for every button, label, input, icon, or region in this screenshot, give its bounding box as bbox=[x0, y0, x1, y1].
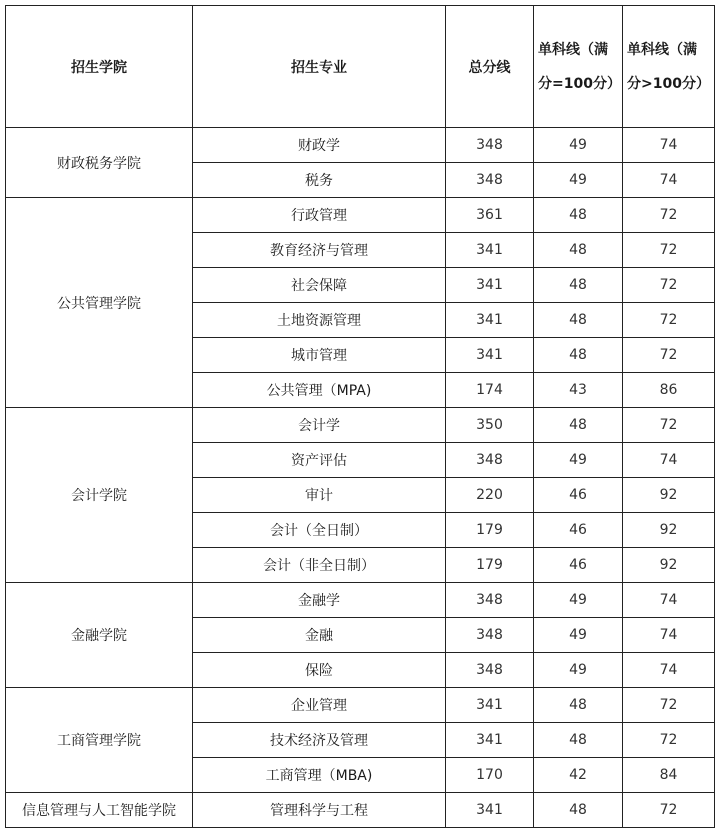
major-cell: 税务 bbox=[193, 163, 446, 198]
single-subject-100-cell: 43 bbox=[534, 373, 623, 408]
table-row bbox=[6, 688, 715, 723]
total-score-cell: 348 bbox=[446, 443, 534, 478]
single-subject-over-100-cell: 74 bbox=[623, 618, 715, 653]
total-score-cell: 350 bbox=[446, 408, 534, 443]
total-score-cell: 348 bbox=[446, 163, 534, 198]
header-total-score: 总分线 bbox=[446, 6, 534, 128]
major-cell: 教育经济与管理 bbox=[193, 233, 446, 268]
major-cell: 会计学 bbox=[193, 408, 446, 443]
major-cell: 资产评估 bbox=[193, 443, 446, 478]
total-score-cell: 341 bbox=[446, 723, 534, 758]
single-subject-100-cell: 48 bbox=[534, 338, 623, 373]
total-score-cell: 361 bbox=[446, 198, 534, 233]
header-college: 招生学院 bbox=[6, 6, 193, 128]
single-subject-over-100-cell: 86 bbox=[623, 373, 715, 408]
single-subject-100-cell: 48 bbox=[534, 408, 623, 443]
single-subject-over-100-cell: 72 bbox=[623, 303, 715, 338]
header-major: 招生专业 bbox=[193, 6, 446, 128]
major-cell: 金融 bbox=[193, 618, 446, 653]
single-subject-over-100-cell: 74 bbox=[623, 653, 715, 688]
single-subject-100-cell: 48 bbox=[534, 303, 623, 338]
major-cell: 管理科学与工程 bbox=[193, 793, 446, 828]
total-score-cell: 348 bbox=[446, 618, 534, 653]
single-subject-100-cell: 48 bbox=[534, 688, 623, 723]
major-cell: 会计（非全日制） bbox=[193, 548, 446, 583]
total-score-cell: 348 bbox=[446, 653, 534, 688]
single-subject-over-100-cell: 84 bbox=[623, 758, 715, 793]
total-score-cell: 341 bbox=[446, 793, 534, 828]
total-score-cell: 341 bbox=[446, 338, 534, 373]
major-cell: 土地资源管理 bbox=[193, 303, 446, 338]
college-cell: 会计学院 bbox=[6, 408, 193, 583]
table-row bbox=[6, 793, 715, 828]
total-score-cell: 341 bbox=[446, 268, 534, 303]
single-subject-over-100-cell: 72 bbox=[623, 338, 715, 373]
total-score-cell: 341 bbox=[446, 303, 534, 338]
single-subject-100-cell: 48 bbox=[534, 198, 623, 233]
college-cell: 金融学院 bbox=[6, 583, 193, 688]
single-subject-over-100-cell: 92 bbox=[623, 513, 715, 548]
major-cell: 社会保障 bbox=[193, 268, 446, 303]
single-subject-over-100-cell: 72 bbox=[623, 688, 715, 723]
single-subject-100-cell: 48 bbox=[534, 268, 623, 303]
total-score-cell: 179 bbox=[446, 548, 534, 583]
college-cell: 财政税务学院 bbox=[6, 128, 193, 198]
major-cell: 技术经济及管理 bbox=[193, 723, 446, 758]
table-row bbox=[6, 198, 715, 233]
single-subject-100-cell: 48 bbox=[534, 793, 623, 828]
major-cell: 公共管理（MPA) bbox=[193, 373, 446, 408]
single-subject-over-100-cell: 74 bbox=[623, 163, 715, 198]
college-cell: 公共管理学院 bbox=[6, 198, 193, 408]
college-cell: 信息管理与人工智能学院 bbox=[6, 793, 193, 828]
major-cell: 保险 bbox=[193, 653, 446, 688]
major-cell: 审计 bbox=[193, 478, 446, 513]
total-score-cell: 341 bbox=[446, 688, 534, 723]
total-score-cell: 348 bbox=[446, 128, 534, 163]
single-subject-over-100-cell: 72 bbox=[623, 408, 715, 443]
major-cell: 会计（全日制） bbox=[193, 513, 446, 548]
college-cell: 工商管理学院 bbox=[6, 688, 193, 793]
single-subject-over-100-cell: 72 bbox=[623, 233, 715, 268]
total-score-cell: 341 bbox=[446, 233, 534, 268]
header-single-subject-100: 单科线（满分=100分） bbox=[534, 6, 623, 128]
total-score-cell: 174 bbox=[446, 373, 534, 408]
single-subject-over-100-cell: 72 bbox=[623, 793, 715, 828]
major-cell: 企业管理 bbox=[193, 688, 446, 723]
single-subject-over-100-cell: 74 bbox=[623, 128, 715, 163]
single-subject-100-cell: 49 bbox=[534, 443, 623, 478]
single-subject-100-cell: 46 bbox=[534, 548, 623, 583]
header-row bbox=[6, 6, 715, 128]
table-row bbox=[6, 408, 715, 443]
major-cell: 财政学 bbox=[193, 128, 446, 163]
single-subject-100-cell: 46 bbox=[534, 513, 623, 548]
total-score-cell: 170 bbox=[446, 758, 534, 793]
major-cell: 金融学 bbox=[193, 583, 446, 618]
table-row bbox=[6, 128, 715, 163]
single-subject-over-100-cell: 74 bbox=[623, 583, 715, 618]
single-subject-over-100-cell: 74 bbox=[623, 443, 715, 478]
single-subject-100-cell: 49 bbox=[534, 618, 623, 653]
total-score-cell: 348 bbox=[446, 583, 534, 618]
single-subject-100-cell: 48 bbox=[534, 723, 623, 758]
major-cell: 行政管理 bbox=[193, 198, 446, 233]
single-subject-over-100-cell: 72 bbox=[623, 268, 715, 303]
single-subject-100-cell: 49 bbox=[534, 583, 623, 618]
single-subject-100-cell: 49 bbox=[534, 653, 623, 688]
single-subject-over-100-cell: 92 bbox=[623, 548, 715, 583]
single-subject-100-cell: 49 bbox=[534, 163, 623, 198]
single-subject-100-cell: 46 bbox=[534, 478, 623, 513]
table-row bbox=[6, 583, 715, 618]
table-body bbox=[6, 128, 715, 828]
major-cell: 工商管理（MBA) bbox=[193, 758, 446, 793]
score-table bbox=[5, 5, 715, 828]
single-subject-over-100-cell: 72 bbox=[623, 198, 715, 233]
total-score-cell: 220 bbox=[446, 478, 534, 513]
major-cell: 城市管理 bbox=[193, 338, 446, 373]
single-subject-100-cell: 48 bbox=[534, 233, 623, 268]
single-subject-100-cell: 49 bbox=[534, 128, 623, 163]
single-subject-over-100-cell: 72 bbox=[623, 723, 715, 758]
total-score-cell: 179 bbox=[446, 513, 534, 548]
single-subject-100-cell: 42 bbox=[534, 758, 623, 793]
single-subject-over-100-cell: 92 bbox=[623, 478, 715, 513]
header-single-subject-over-100: 单科线（满分>100分） bbox=[623, 6, 715, 128]
